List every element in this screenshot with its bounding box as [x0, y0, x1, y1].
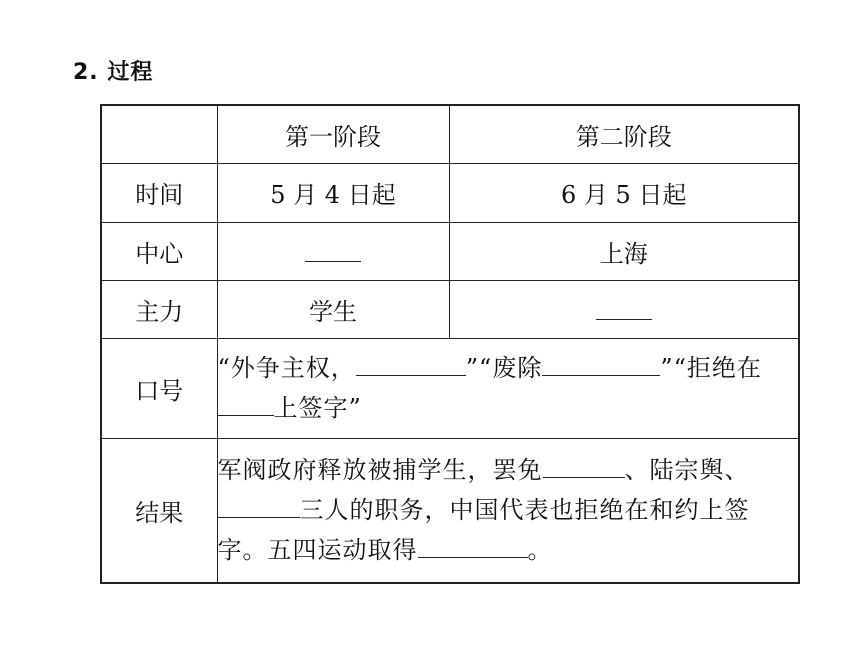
result-text-2: 、陆宗舆、 [624, 456, 750, 485]
header-stage1: 第一阶段 [217, 105, 449, 163]
main-force-stage2-blank[interactable] [596, 293, 652, 320]
slogan-text-2: ”“废除 [465, 354, 543, 382]
result-text-3: 三人的职务，中国代表也拒绝在和约上签字。五四运动取得 [217, 496, 750, 565]
center-stage1-cell [217, 222, 449, 280]
slogan-blank-1[interactable] [356, 349, 466, 376]
time-stage2: 6 月 5 日起 [449, 163, 799, 222]
slogan-content [217, 338, 799, 438]
corner-cell [101, 105, 217, 163]
slogan-text-1: “外争主权， [217, 354, 356, 382]
row-label-time: 时间 [101, 163, 217, 222]
main-force-stage2-cell [449, 280, 799, 338]
section-heading: 2. 过程 [73, 60, 154, 85]
time-stage1: 5 月 4 日起 [217, 163, 449, 222]
process-table [100, 104, 800, 584]
table-row-main-force [101, 280, 799, 338]
result-text-4: 。 [527, 536, 553, 565]
row-label-center: 中心 [101, 222, 217, 280]
result-blank-1[interactable] [543, 451, 625, 478]
table-row-result [101, 438, 799, 583]
table-row-slogan [101, 338, 799, 438]
result-content [217, 438, 799, 583]
row-label-result: 结果 [101, 438, 217, 583]
header-stage2: 第二阶段 [449, 105, 799, 163]
row-label-main-force: 主力 [101, 280, 217, 338]
center-stage1-blank[interactable] [305, 235, 361, 262]
main-force-stage1: 学生 [217, 280, 449, 338]
result-text-1: 军阀政府释放被捕学生，罢免 [217, 456, 543, 485]
result-blank-2[interactable] [218, 491, 300, 518]
slogan-blank-2[interactable] [542, 349, 660, 376]
table-header-row [101, 105, 799, 163]
table-row-time [101, 163, 799, 222]
slogan-blank-3[interactable] [218, 389, 274, 416]
row-label-slogan: 口号 [101, 338, 217, 438]
slogan-text-3: ”“拒绝在 [660, 354, 762, 382]
result-blank-3[interactable] [418, 531, 528, 558]
table-row-center [101, 222, 799, 280]
center-stage2: 上海 [449, 222, 799, 280]
slogan-text-4: 上签字” [273, 394, 362, 422]
